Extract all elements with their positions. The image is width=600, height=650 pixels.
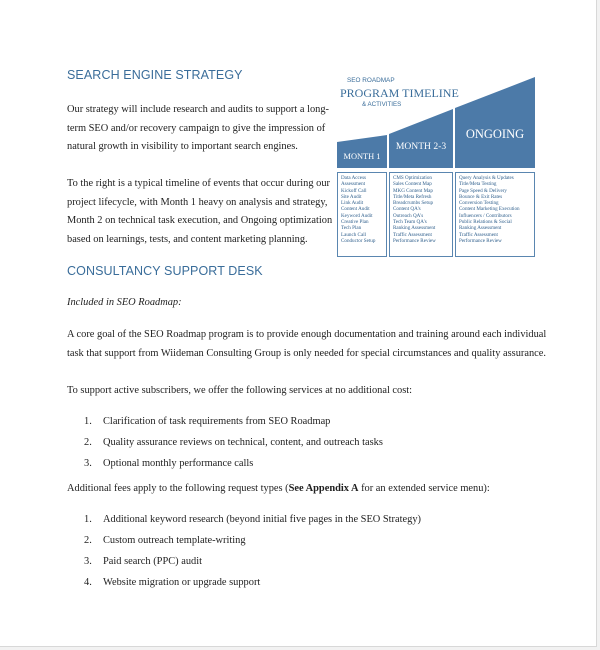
strategy-line: Our strategy will include research and audits to support a long-: [67, 104, 330, 115]
activity-item: Conversion Testing: [459, 200, 499, 207]
activity-item: Title/Meta Refresh: [393, 193, 432, 200]
activity-item: Sales Content Map: [393, 181, 432, 188]
roadmap-label: SEO ROADMAP: [347, 77, 395, 84]
free-services-list: [84, 411, 383, 474]
activity-item: Kickoff Call: [341, 187, 367, 194]
list-number: 4.: [84, 577, 92, 588]
timeline-line: Month 2 on technical task execution, and Ongoing optimization: [67, 215, 333, 227]
list-item: [84, 530, 421, 551]
core-goal-paragraph: [67, 326, 546, 363]
timeline-line: To the right is a typical timeline of events that occur during our: [67, 178, 331, 189]
phase-label-month1: MONTH 1: [343, 152, 381, 161]
search-strategy-heading: SEARCH ENGINE STRATEGY: [67, 68, 243, 82]
activity-item: Performance Review: [459, 237, 502, 244]
activity-item: Site Audit: [341, 193, 362, 200]
activity-item: Page Speed & Delivery: [459, 187, 507, 194]
activity-item: Traffic Assessment: [393, 231, 432, 238]
timeline-line: based on learnings, tests, and content marketing planning.: [67, 233, 308, 245]
activity-item: Title/Meta Testing: [459, 181, 497, 188]
phase-activities-month1: [337, 172, 387, 257]
list-item: [84, 572, 421, 593]
activity-item: Content Audit: [341, 206, 370, 213]
list-item: [84, 551, 421, 572]
activity-item: Link Audit: [341, 200, 364, 207]
activity-item: Traffic Assessment: [459, 231, 498, 238]
activity-item: Data Access: [341, 175, 367, 181]
strategy-paragraph: [67, 101, 329, 157]
phase-activities-month2: [389, 172, 453, 257]
paid-services-list: [84, 509, 421, 593]
services-intro: To support active subscribers, we offer the following services at no additional cost:: [67, 385, 413, 396]
strategy-line: term SEO and/or recovery campaign to give the impression of: [67, 122, 326, 134]
activity-item: Ranking Assessment: [459, 225, 502, 232]
activity-item: CMS Optimization: [393, 175, 432, 181]
list-number: 3.: [84, 556, 92, 567]
activity-item: Keyword Audit: [341, 212, 373, 219]
activity-item: Creative Plan: [341, 219, 369, 226]
roadmap-title: PROGRAM TIMELINE: [340, 86, 459, 100]
activity-item: Public Relations & Social: [459, 219, 512, 226]
strategy-line: natural growth in visibility to important search engines.: [67, 141, 298, 153]
fees-intro-text-end: for an extended service menu):: [358, 483, 490, 494]
list-text: Website migration or upgrade support: [103, 577, 261, 588]
activity-item: MKG Content Map: [393, 187, 433, 194]
activity-item: Performance Review: [393, 237, 436, 244]
list-text: Clarification of task requirements from SEO Roadmap: [103, 416, 331, 427]
list-text: Optional monthly performance calls: [103, 458, 254, 469]
fees-intro: [67, 480, 490, 499]
activity-item: Tech Team QA's: [393, 219, 427, 226]
phase-label-month2: MONTH 2-3: [395, 141, 447, 152]
list-text: Additional keyword research (beyond initial five pages in the SEO Strategy): [103, 514, 421, 525]
appendix-a-link[interactable]: See Appendix A: [288, 483, 359, 494]
timeline-paragraph: [67, 175, 332, 249]
core-goal-line: task that support from Wiideman Consulting Group is only needed for special circumstances and quality assurance.: [67, 347, 546, 359]
list-number: 3.: [84, 458, 92, 469]
activity-item: Conductor Setup: [341, 237, 376, 244]
list-number: 2.: [84, 437, 92, 448]
list-number: 1.: [84, 416, 92, 427]
activity-item: Bounce & Exit Rates: [459, 193, 503, 200]
activity-item: Query Analysis & Updates: [459, 175, 514, 181]
activity-item: Assessment: [341, 181, 366, 188]
activity-item: Content QA's: [393, 206, 421, 213]
activity-item: Ranking Assessment: [393, 225, 436, 232]
phase-block-ongoing: [455, 77, 535, 168]
activity-item: Tech Plan: [341, 225, 362, 232]
list-item: [84, 509, 421, 530]
list-item: [84, 432, 383, 453]
list-item: [84, 453, 383, 474]
phase-label-ongoing: ONGOING: [465, 127, 525, 141]
fees-intro-text: Additional fees apply to the following request types (: [67, 483, 289, 494]
consultancy-heading: CONSULTANCY SUPPORT DESK: [67, 264, 263, 278]
phase-activities-ongoing: [455, 172, 535, 257]
list-text: Custom outreach template-writing: [103, 535, 246, 546]
core-goal-line: A core goal of the SEO Roadmap program is to provide enough documentation and training around each individual: [67, 329, 547, 340]
list-number: 1.: [84, 514, 92, 525]
activity-item: Influencers / Contributors: [459, 212, 512, 219]
list-text: Paid search (PPC) audit: [103, 556, 202, 567]
activity-item: Breadcrumbs Setup: [393, 200, 434, 207]
list-text: Quality assurance reviews on technical, content, and outreach tasks: [103, 437, 383, 448]
activity-item: Content Marketing Execution: [459, 206, 520, 213]
activity-item: Outreach QA's: [393, 212, 424, 219]
seo-roadmap-diagram: [336, 76, 536, 256]
timeline-line: project lifecycle, with Month 1 heavy on analysis and strategy,: [67, 196, 328, 208]
roadmap-subtitle: & ACTIVITIES: [362, 101, 402, 108]
phase-block-month2: [389, 109, 453, 168]
list-number: 2.: [84, 535, 92, 546]
included-note: Included in SEO Roadmap:: [67, 297, 182, 308]
activity-item: Launch Call: [341, 231, 367, 238]
list-item: [84, 411, 383, 432]
